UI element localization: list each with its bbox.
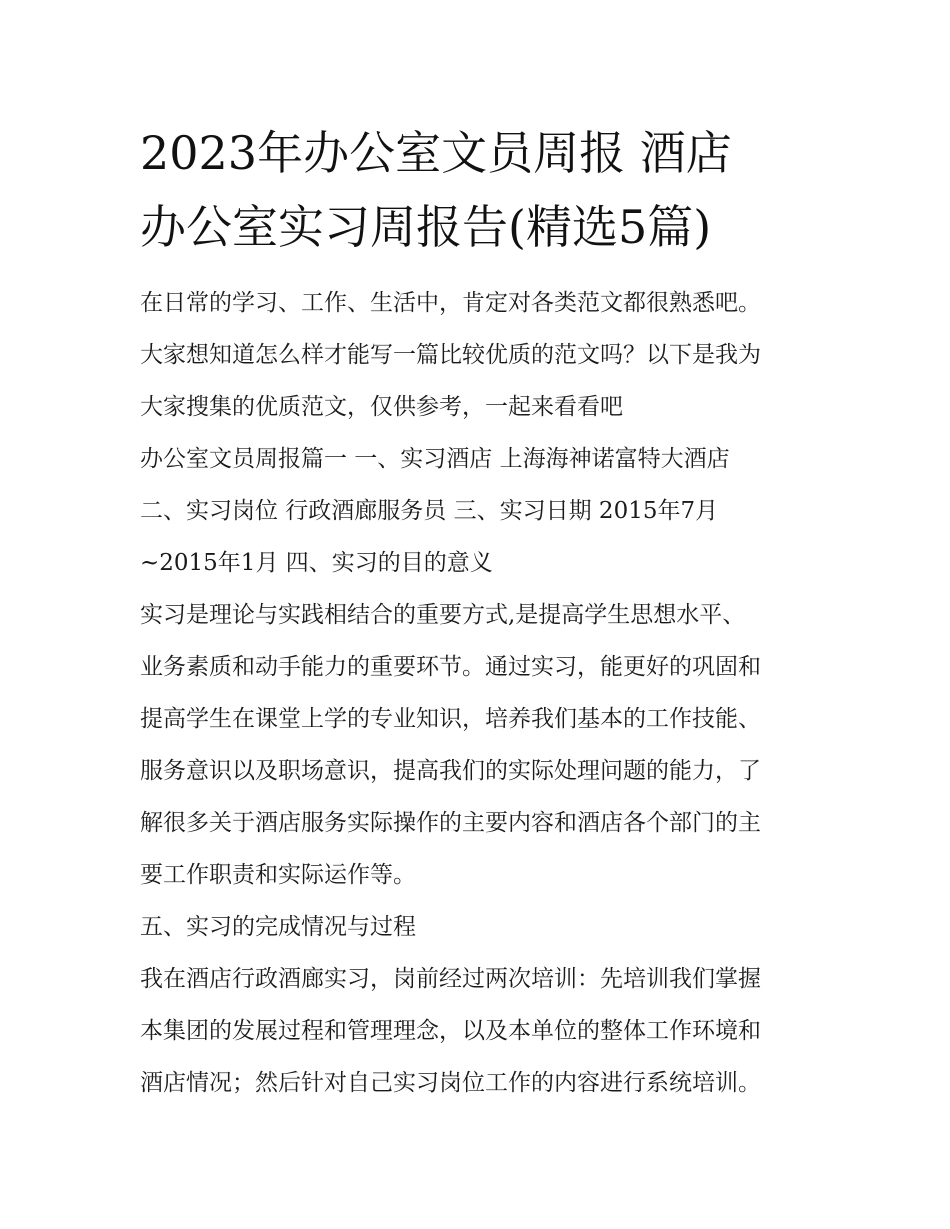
- body-line: 解很多关于酒店服务实际操作的主要内容和酒店各个部门的主: [140, 810, 761, 836]
- body-line: 本集团的发展过程和管理理念，以及本单位的整体工作环境和: [140, 1018, 761, 1044]
- document-body: [140, 277, 820, 1109]
- document-title: [140, 116, 820, 264]
- body-line: 大家想知道怎么样才能写一篇比较优质的范文吗？以下是我为: [140, 342, 761, 368]
- body-line: 我在酒店行政酒廊实习，岗前经过两次培训：先培训我们掌握: [140, 966, 761, 992]
- body-line: 服务意识以及职场意识，提高我们的实际处理问题的能力，了: [140, 758, 761, 784]
- title-line-2: 办公室实习周报告(精选5篇): [140, 200, 712, 254]
- body-line: 在日常的学习、工作、生活中，肯定对各类范文都很熟悉吧。: [140, 290, 761, 316]
- body-line: 五、实习的完成情况与过程: [140, 914, 416, 940]
- body-line: ~2015年1月 四、实习的目的意义: [140, 550, 493, 576]
- body-line: 办公室文员周报篇一 一、实习酒店 上海海神诺富特大酒店: [140, 446, 730, 472]
- body-line: 酒店情况；然后针对自己实习岗位工作的内容进行系统培训。: [140, 1070, 761, 1096]
- title-line-1: 2023年办公室文员周报 酒店: [140, 126, 732, 180]
- body-line: 二、实习岗位 行政酒廊服务员 三、实习日期 2015年7月: [140, 498, 719, 524]
- body-line: 大家搜集的优质范文，仅供参考，一起来看看吧: [140, 394, 623, 420]
- body-line: 要工作职责和实际运作等。: [140, 862, 416, 888]
- body-line: 提高学生在课堂上学的专业知识，培养我们基本的工作技能、: [140, 706, 761, 732]
- body-line: 业务素质和动手能力的重要环节。通过实习，能更好的巩固和: [140, 654, 761, 680]
- body-line: 实习是理论与实践相结合的重要方式,是提高学生思想水平、: [140, 602, 746, 628]
